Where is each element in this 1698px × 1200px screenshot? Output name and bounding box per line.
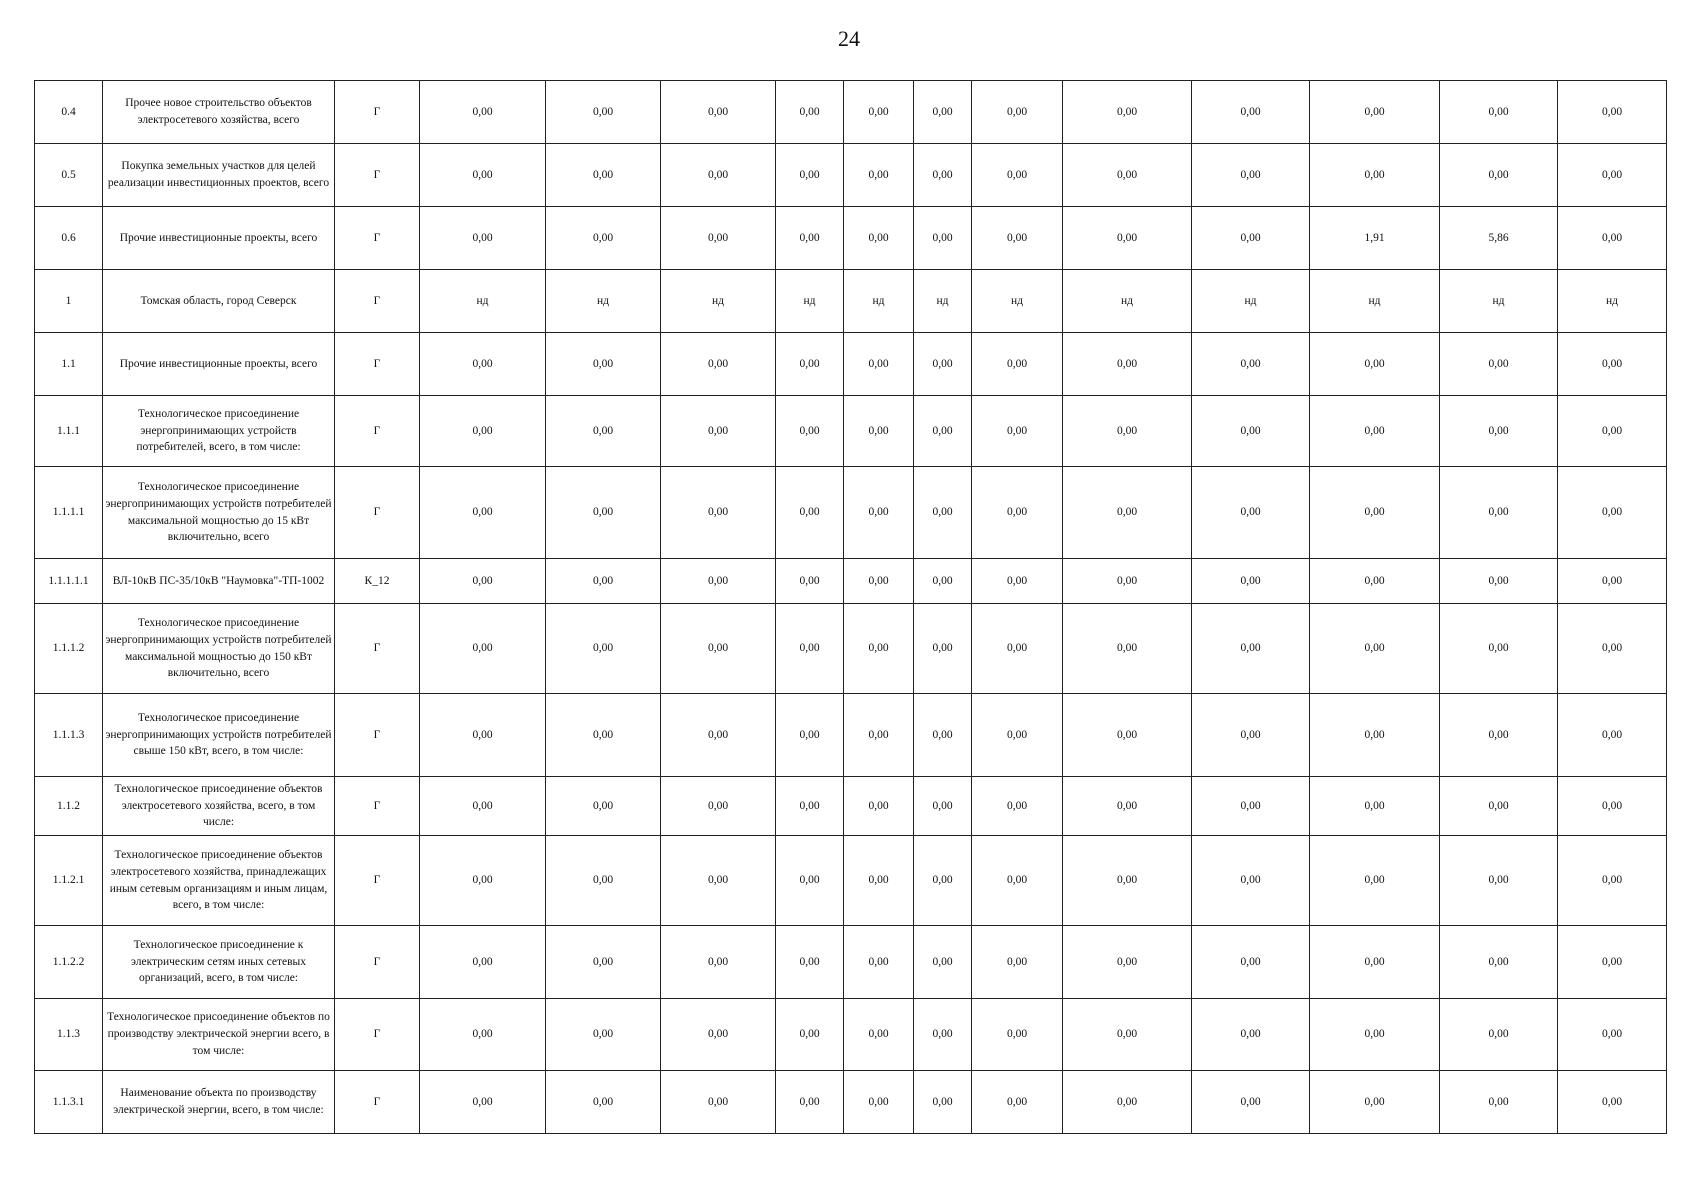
value-cell: 0,00 xyxy=(1310,1071,1440,1134)
value-cell: 0,00 xyxy=(546,777,661,836)
row-code-cell: Г xyxy=(335,270,420,333)
row-code-cell: Г xyxy=(335,81,420,144)
value-cell: 0,00 xyxy=(776,1071,844,1134)
value-cell: 0,00 xyxy=(1063,559,1192,604)
row-name-cell: Прочие инвестиционные проекты, всего xyxy=(103,207,335,270)
value-cell: 0,00 xyxy=(844,777,914,836)
value-cell: 0,00 xyxy=(1063,604,1192,694)
value-cell: 0,00 xyxy=(1310,559,1440,604)
value-cell: 0,00 xyxy=(1440,396,1558,467)
value-cell: 0,00 xyxy=(661,559,776,604)
value-cell: 0,00 xyxy=(844,999,914,1071)
value-cell: 0,00 xyxy=(914,144,972,207)
table-row xyxy=(35,396,1667,467)
value-cell: 0,00 xyxy=(914,604,972,694)
row-name-cell: ВЛ-10кВ ПС-35/10кВ "Наумовка"-ТП-1002 xyxy=(103,559,335,604)
value-cell: 0,00 xyxy=(1558,333,1667,396)
value-cell: 0,00 xyxy=(776,694,844,777)
value-cell: 0,00 xyxy=(972,559,1063,604)
value-cell: 0,00 xyxy=(661,694,776,777)
value-cell: 0,00 xyxy=(661,396,776,467)
value-cell: 0,00 xyxy=(1063,1071,1192,1134)
value-cell: 0,00 xyxy=(914,559,972,604)
value-cell: нд xyxy=(661,270,776,333)
value-cell: 0,00 xyxy=(972,694,1063,777)
value-cell: 0,00 xyxy=(1558,81,1667,144)
value-cell: 1,91 xyxy=(1310,207,1440,270)
value-cell: 0,00 xyxy=(661,604,776,694)
value-cell: 0,00 xyxy=(546,396,661,467)
table-row xyxy=(35,1071,1667,1134)
row-id-cell: 1.1.2.1 xyxy=(35,836,103,926)
value-cell: 0,00 xyxy=(1310,604,1440,694)
row-name-cell: Технологическое присоединение объектов по производству электрической энергии всего, в том числе: xyxy=(103,999,335,1071)
value-cell: 0,00 xyxy=(420,694,546,777)
row-code-cell: Г xyxy=(335,396,420,467)
value-cell: 0,00 xyxy=(1063,144,1192,207)
value-cell: 0,00 xyxy=(1192,926,1310,999)
row-code-cell: Г xyxy=(335,836,420,926)
value-cell: нд xyxy=(776,270,844,333)
row-id-cell: 1.1.1.1 xyxy=(35,467,103,559)
value-cell: 0,00 xyxy=(420,396,546,467)
value-cell: 5,86 xyxy=(1440,207,1558,270)
value-cell: 0,00 xyxy=(776,559,844,604)
value-cell: нд xyxy=(1310,270,1440,333)
table-row xyxy=(35,81,1667,144)
value-cell: нд xyxy=(914,270,972,333)
value-cell: 0,00 xyxy=(661,333,776,396)
value-cell: 0,00 xyxy=(776,836,844,926)
value-cell: 0,00 xyxy=(420,836,546,926)
page-number: 24 xyxy=(838,26,860,51)
value-cell: 0,00 xyxy=(1192,836,1310,926)
value-cell: 0,00 xyxy=(1310,836,1440,926)
value-cell: 0,00 xyxy=(1558,836,1667,926)
value-cell: 0,00 xyxy=(1310,694,1440,777)
value-cell: 0,00 xyxy=(972,396,1063,467)
value-cell: 0,00 xyxy=(1063,207,1192,270)
value-cell: 0,00 xyxy=(1063,81,1192,144)
value-cell: 0,00 xyxy=(844,467,914,559)
value-cell: 0,00 xyxy=(1192,559,1310,604)
value-cell: 0,00 xyxy=(546,144,661,207)
row-id-cell: 1.1.1.3 xyxy=(35,694,103,777)
value-cell: 0,00 xyxy=(776,926,844,999)
value-cell: 0,00 xyxy=(1063,694,1192,777)
value-cell: 0,00 xyxy=(1558,926,1667,999)
value-cell: 0,00 xyxy=(1192,467,1310,559)
value-cell: 0,00 xyxy=(972,333,1063,396)
value-cell: 0,00 xyxy=(420,144,546,207)
value-cell: 0,00 xyxy=(844,604,914,694)
row-name-cell: Технологическое присоединение объектов электросетевого хозяйства, принадлежащих иным сетевым организациям и иным лицам, всего, в том числе: xyxy=(103,836,335,926)
row-id-cell: 1.1 xyxy=(35,333,103,396)
value-cell: 0,00 xyxy=(420,1071,546,1134)
value-cell: 0,00 xyxy=(844,836,914,926)
value-cell: 0,00 xyxy=(776,144,844,207)
value-cell: 0,00 xyxy=(1310,777,1440,836)
value-cell: 0,00 xyxy=(420,777,546,836)
value-cell: 0,00 xyxy=(972,467,1063,559)
row-code-cell: Г xyxy=(335,1071,420,1134)
row-code-cell: К_12 xyxy=(335,559,420,604)
value-cell: 0,00 xyxy=(972,926,1063,999)
value-cell: 0,00 xyxy=(661,777,776,836)
table-row xyxy=(35,926,1667,999)
value-cell: 0,00 xyxy=(1440,144,1558,207)
value-cell: 0,00 xyxy=(1063,926,1192,999)
value-cell: 0,00 xyxy=(1063,333,1192,396)
value-cell: 0,00 xyxy=(1192,396,1310,467)
value-cell: 0,00 xyxy=(1192,1071,1310,1134)
value-cell: 0,00 xyxy=(420,207,546,270)
investment-table xyxy=(34,80,1667,1134)
value-cell: 0,00 xyxy=(914,926,972,999)
value-cell: 0,00 xyxy=(1310,467,1440,559)
row-name-cell: Наименование объекта по производству электрической энергии, всего, в том числе: xyxy=(103,1071,335,1134)
value-cell: 0,00 xyxy=(420,467,546,559)
value-cell: нд xyxy=(844,270,914,333)
value-cell: 0,00 xyxy=(1440,1071,1558,1134)
table-row xyxy=(35,777,1667,836)
row-id-cell: 0.5 xyxy=(35,144,103,207)
value-cell: 0,00 xyxy=(776,604,844,694)
table-row xyxy=(35,144,1667,207)
value-cell: 0,00 xyxy=(1063,467,1192,559)
value-cell: 0,00 xyxy=(1192,604,1310,694)
value-cell: 0,00 xyxy=(914,396,972,467)
value-cell: 0,00 xyxy=(420,604,546,694)
value-cell: 0,00 xyxy=(546,999,661,1071)
row-code-cell: Г xyxy=(335,777,420,836)
value-cell: 0,00 xyxy=(1310,926,1440,999)
value-cell: 0,00 xyxy=(661,144,776,207)
value-cell: 0,00 xyxy=(1558,999,1667,1071)
value-cell: 0,00 xyxy=(972,999,1063,1071)
value-cell: 0,00 xyxy=(1192,999,1310,1071)
row-name-cell: Технологическое присоединение энергопринимающих устройств потребителей, всего, в том числе: xyxy=(103,396,335,467)
value-cell: 0,00 xyxy=(420,926,546,999)
value-cell: нд xyxy=(1558,270,1667,333)
value-cell: 0,00 xyxy=(661,926,776,999)
value-cell: 0,00 xyxy=(844,694,914,777)
value-cell: 0,00 xyxy=(1558,559,1667,604)
value-cell: 0,00 xyxy=(546,926,661,999)
value-cell: 0,00 xyxy=(661,207,776,270)
value-cell: 0,00 xyxy=(844,1071,914,1134)
row-name-cell: Технологическое присоединение объектов электросетевого хозяйства, всего, в том числе: xyxy=(103,777,335,836)
row-id-cell: 1 xyxy=(35,270,103,333)
value-cell: 0,00 xyxy=(1440,926,1558,999)
value-cell: 0,00 xyxy=(1440,836,1558,926)
value-cell: 0,00 xyxy=(776,999,844,1071)
value-cell: 0,00 xyxy=(914,467,972,559)
value-cell: 0,00 xyxy=(1192,207,1310,270)
value-cell: нд xyxy=(1440,270,1558,333)
row-code-cell: Г xyxy=(335,207,420,270)
value-cell: 0,00 xyxy=(914,333,972,396)
row-name-cell: Технологическое присоединение энергопринимающих устройств потребителей максимальной мощностью до 15 кВт включительно, всего xyxy=(103,467,335,559)
value-cell: нд xyxy=(420,270,546,333)
table-row xyxy=(35,333,1667,396)
value-cell: 0,00 xyxy=(1440,81,1558,144)
value-cell: 0,00 xyxy=(1558,207,1667,270)
value-cell: 0,00 xyxy=(972,604,1063,694)
value-cell: 0,00 xyxy=(546,467,661,559)
row-code-cell: Г xyxy=(335,467,420,559)
value-cell: 0,00 xyxy=(546,559,661,604)
row-name-cell: Томская область, город Северск xyxy=(103,270,335,333)
value-cell: 0,00 xyxy=(1063,836,1192,926)
value-cell: 0,00 xyxy=(1440,559,1558,604)
row-id-cell: 1.1.1.1.1 xyxy=(35,559,103,604)
row-code-cell: Г xyxy=(335,333,420,396)
value-cell: 0,00 xyxy=(546,81,661,144)
table-row xyxy=(35,836,1667,926)
row-name-cell: Прочее новое строительство объектов электросетевого хозяйства, всего xyxy=(103,81,335,144)
value-cell: 0,00 xyxy=(776,207,844,270)
value-cell: 0,00 xyxy=(844,81,914,144)
value-cell: 0,00 xyxy=(914,777,972,836)
value-cell: 0,00 xyxy=(661,467,776,559)
row-name-cell: Технологическое присоединение к электрическим сетям иных сетевых организаций, всего, в том числе: xyxy=(103,926,335,999)
value-cell: 0,00 xyxy=(546,836,661,926)
value-cell: 0,00 xyxy=(972,207,1063,270)
value-cell: 0,00 xyxy=(1558,1071,1667,1134)
value-cell: 0,00 xyxy=(776,396,844,467)
value-cell: 0,00 xyxy=(914,81,972,144)
value-cell: 0,00 xyxy=(1440,694,1558,777)
value-cell: 0,00 xyxy=(844,144,914,207)
value-cell: 0,00 xyxy=(661,1071,776,1134)
row-name-cell: Покупка земельных участков для целей реализации инвестиционных проектов, всего xyxy=(103,144,335,207)
row-id-cell: 1.1.2.2 xyxy=(35,926,103,999)
table-row xyxy=(35,604,1667,694)
value-cell: 0,00 xyxy=(914,1071,972,1134)
table-row xyxy=(35,559,1667,604)
value-cell: 0,00 xyxy=(661,999,776,1071)
value-cell: 0,00 xyxy=(1558,144,1667,207)
row-code-cell: Г xyxy=(335,999,420,1071)
value-cell: нд xyxy=(972,270,1063,333)
value-cell: 0,00 xyxy=(1310,333,1440,396)
value-cell: 0,00 xyxy=(1192,333,1310,396)
value-cell: 0,00 xyxy=(1310,81,1440,144)
value-cell: 0,00 xyxy=(420,333,546,396)
value-cell: 0,00 xyxy=(972,144,1063,207)
table-row xyxy=(35,694,1667,777)
value-cell: 0,00 xyxy=(1440,999,1558,1071)
value-cell: 0,00 xyxy=(1192,777,1310,836)
value-cell: 0,00 xyxy=(1440,333,1558,396)
value-cell: 0,00 xyxy=(972,81,1063,144)
value-cell: 0,00 xyxy=(420,559,546,604)
value-cell: нд xyxy=(1063,270,1192,333)
row-code-cell: Г xyxy=(335,604,420,694)
value-cell: 0,00 xyxy=(661,81,776,144)
row-id-cell: 1.1.2 xyxy=(35,777,103,836)
value-cell: 0,00 xyxy=(972,836,1063,926)
row-name-cell: Прочие инвестиционные проекты, всего xyxy=(103,333,335,396)
table-row xyxy=(35,207,1667,270)
row-id-cell: 0.6 xyxy=(35,207,103,270)
table-body xyxy=(35,81,1667,1134)
value-cell: 0,00 xyxy=(914,999,972,1071)
value-cell: 0,00 xyxy=(1558,777,1667,836)
value-cell: 0,00 xyxy=(1558,604,1667,694)
value-cell: 0,00 xyxy=(1440,777,1558,836)
value-cell: 0,00 xyxy=(972,777,1063,836)
value-cell: 0,00 xyxy=(1440,604,1558,694)
table-row xyxy=(35,270,1667,333)
value-cell: 0,00 xyxy=(844,926,914,999)
table-row xyxy=(35,467,1667,559)
value-cell: 0,00 xyxy=(420,999,546,1071)
value-cell: 0,00 xyxy=(972,1071,1063,1134)
value-cell: 0,00 xyxy=(546,1071,661,1134)
value-cell: 0,00 xyxy=(1558,694,1667,777)
value-cell: 0,00 xyxy=(1558,467,1667,559)
value-cell: 0,00 xyxy=(1440,467,1558,559)
row-code-cell: Г xyxy=(335,144,420,207)
value-cell: 0,00 xyxy=(1192,144,1310,207)
value-cell: 0,00 xyxy=(844,333,914,396)
value-cell: 0,00 xyxy=(1063,777,1192,836)
value-cell: 0,00 xyxy=(546,207,661,270)
value-cell: 0,00 xyxy=(420,81,546,144)
row-id-cell: 0.4 xyxy=(35,81,103,144)
value-cell: 0,00 xyxy=(776,81,844,144)
row-id-cell: 1.1.1.2 xyxy=(35,604,103,694)
table-row xyxy=(35,999,1667,1071)
value-cell: 0,00 xyxy=(844,396,914,467)
row-id-cell: 1.1.3 xyxy=(35,999,103,1071)
value-cell: 0,00 xyxy=(776,467,844,559)
row-id-cell: 1.1.3.1 xyxy=(35,1071,103,1134)
row-id-cell: 1.1.1 xyxy=(35,396,103,467)
value-cell: 0,00 xyxy=(914,836,972,926)
value-cell: 0,00 xyxy=(661,836,776,926)
value-cell: 0,00 xyxy=(914,207,972,270)
value-cell: 0,00 xyxy=(914,694,972,777)
value-cell: 0,00 xyxy=(844,207,914,270)
row-code-cell: Г xyxy=(335,694,420,777)
value-cell: 0,00 xyxy=(1192,694,1310,777)
value-cell: 0,00 xyxy=(844,559,914,604)
row-name-cell: Технологическое присоединение энергопринимающих устройств потребителей максимальной мощностью до 150 кВт включительно, всего xyxy=(103,604,335,694)
value-cell: 0,00 xyxy=(1063,999,1192,1071)
value-cell: 0,00 xyxy=(1310,396,1440,467)
value-cell: 0,00 xyxy=(776,333,844,396)
row-code-cell: Г xyxy=(335,926,420,999)
value-cell: 0,00 xyxy=(1192,81,1310,144)
value-cell: 0,00 xyxy=(546,333,661,396)
value-cell: 0,00 xyxy=(1310,999,1440,1071)
value-cell: 0,00 xyxy=(1558,396,1667,467)
value-cell: 0,00 xyxy=(776,777,844,836)
value-cell: 0,00 xyxy=(1063,396,1192,467)
value-cell: 0,00 xyxy=(546,694,661,777)
value-cell: нд xyxy=(546,270,661,333)
value-cell: нд xyxy=(1192,270,1310,333)
value-cell: 0,00 xyxy=(546,604,661,694)
row-name-cell: Технологическое присоединение энергопринимающих устройств потребителей свыше 150 кВт, всего, в том числе: xyxy=(103,694,335,777)
value-cell: 0,00 xyxy=(1310,144,1440,207)
